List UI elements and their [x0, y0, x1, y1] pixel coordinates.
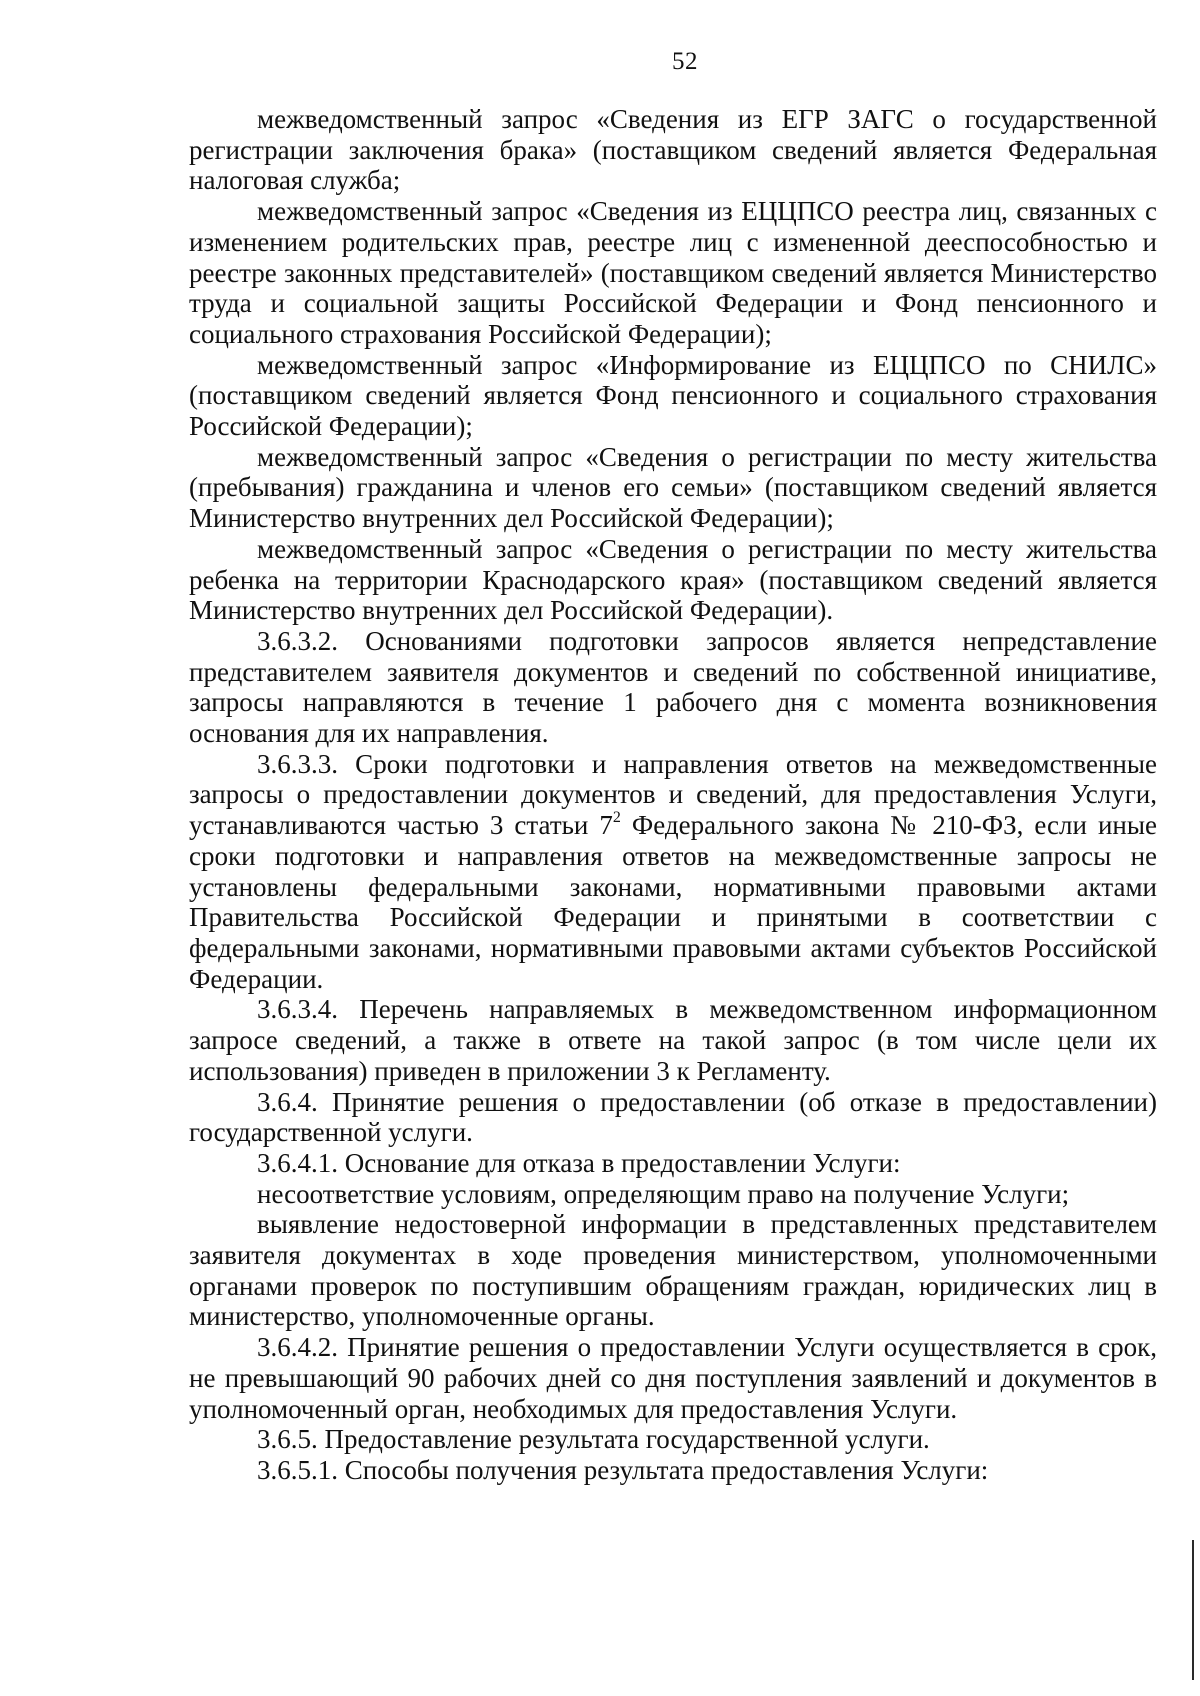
paragraph-ecspso-registry-request: межведомственный запрос «Сведения из ЕЦЦПСО реестра лиц, связанных с изменением родительских прав, реестре лиц с измененной дееспособностью и реестре законных представителей» (поставщиком сведений является Министерство труда и социальной защиты Российской Федерации и Фонд пенсионного и социального страхования Российской Федерации);	[189, 196, 1157, 349]
page-number: 52	[672, 48, 698, 75]
paragraph-egr-zags-request: межведомственный запрос «Сведения из ЕГР ЗАГС о государственной регистрации заключения брака» (поставщиком сведений является Федеральная налоговая служба;	[189, 104, 1157, 196]
paragraph-refusal-reason-2: выявление недостоверной информации в представленных представителем заявителя документах в ходе проведения министерством, уполномоченными органами проверок по поступившим обращениям граждан, юридических лиц в министерство, уполномоченные органы.	[189, 1209, 1157, 1332]
paragraph-3-6-3-4: 3.6.3.4. Перечень направляемых в межведомственном информационном запросе сведений, а также в ответе на такой запрос (в том числе цели их использования) приведен в приложении 3 к Регламенту.	[189, 994, 1157, 1086]
paragraph-3-6-4-2: 3.6.4.2. Принятие решения о предоставлении Услуги осуществляется в срок, не превышающий 90 рабочих дней со дня поступления заявлений и документов в уполномоченный орган, необходимых для предоставления Услуги.	[189, 1332, 1157, 1424]
paragraph-3-6-4-1: 3.6.4.1. Основание для отказа в предоставлении Услуги:	[257, 1147, 901, 1178]
scan-edge-mark	[1192, 1540, 1194, 1680]
paragraph-3-6-3-3	[189, 749, 1157, 995]
paragraph-snils-request: межведомственный запрос «Информирование из ЕЦЦПСО по СНИЛС» (поставщиком сведений является Фонд пенсионного и социального страхования Российской Федерации);	[189, 349, 1157, 442]
paragraph-3-6-3-3-part-1: 3.6.3.3. Сроки подготовки и направления ответов на межведомственные запросы о предоставлении документов и сведений, для предоставления Услуги, устанавливаются частью 3 статьи 7	[189, 748, 1157, 841]
paragraph-citizen-registration-request: межведомственный запрос «Сведения о регистрации по месту жительства (пребывания) гражданина и членов его семьи» (поставщиком сведений является Министерство внутренних дел Российской Федерации);	[189, 441, 1157, 534]
paragraph-3-6-5-1: 3.6.5.1. Способы получения результата предоставления Услуги:	[257, 1454, 989, 1485]
paragraph-3-6-5: 3.6.5. Предоставление результата государственной услуги.	[257, 1424, 930, 1455]
paragraph-refusal-reason-1: несоответствие условиям, определяющим право на получение Услуги;	[257, 1178, 1070, 1209]
paragraph-child-registration-request: межведомственный запрос «Сведения о регистрации по месту жительства ребенка на территории Краснодарского края» (поставщиком сведений является Министерство внутренних дел Российской Федерации).	[189, 533, 1157, 626]
paragraph-3-6-3-2: 3.6.3.2. Основаниями подготовки запросов является непредставление представителем заявителя документов и сведений по собственной инициативе, запросы направляются в течение 1 рабочего дня с момента возникновения основания для их направления.	[189, 625, 1157, 749]
document-body	[189, 104, 1157, 1486]
paragraph-3-6-3-3-part-2: Федерального закона № 210-ФЗ, если иные сроки подготовки и направления ответов на межведомственные запросы не установлены федеральными законами, нормативными правовыми актами Правительства Российской Федерации и принятыми в соответствии с федеральными законами, нормативными правовыми актами субъектов Российской Федерации.	[189, 810, 1157, 994]
paragraph-3-6-4: 3.6.4. Принятие решения о предоставлении (об отказе в предоставлении) государственной услуги.	[189, 1086, 1157, 1148]
superscript-article-number: 2	[612, 809, 621, 827]
